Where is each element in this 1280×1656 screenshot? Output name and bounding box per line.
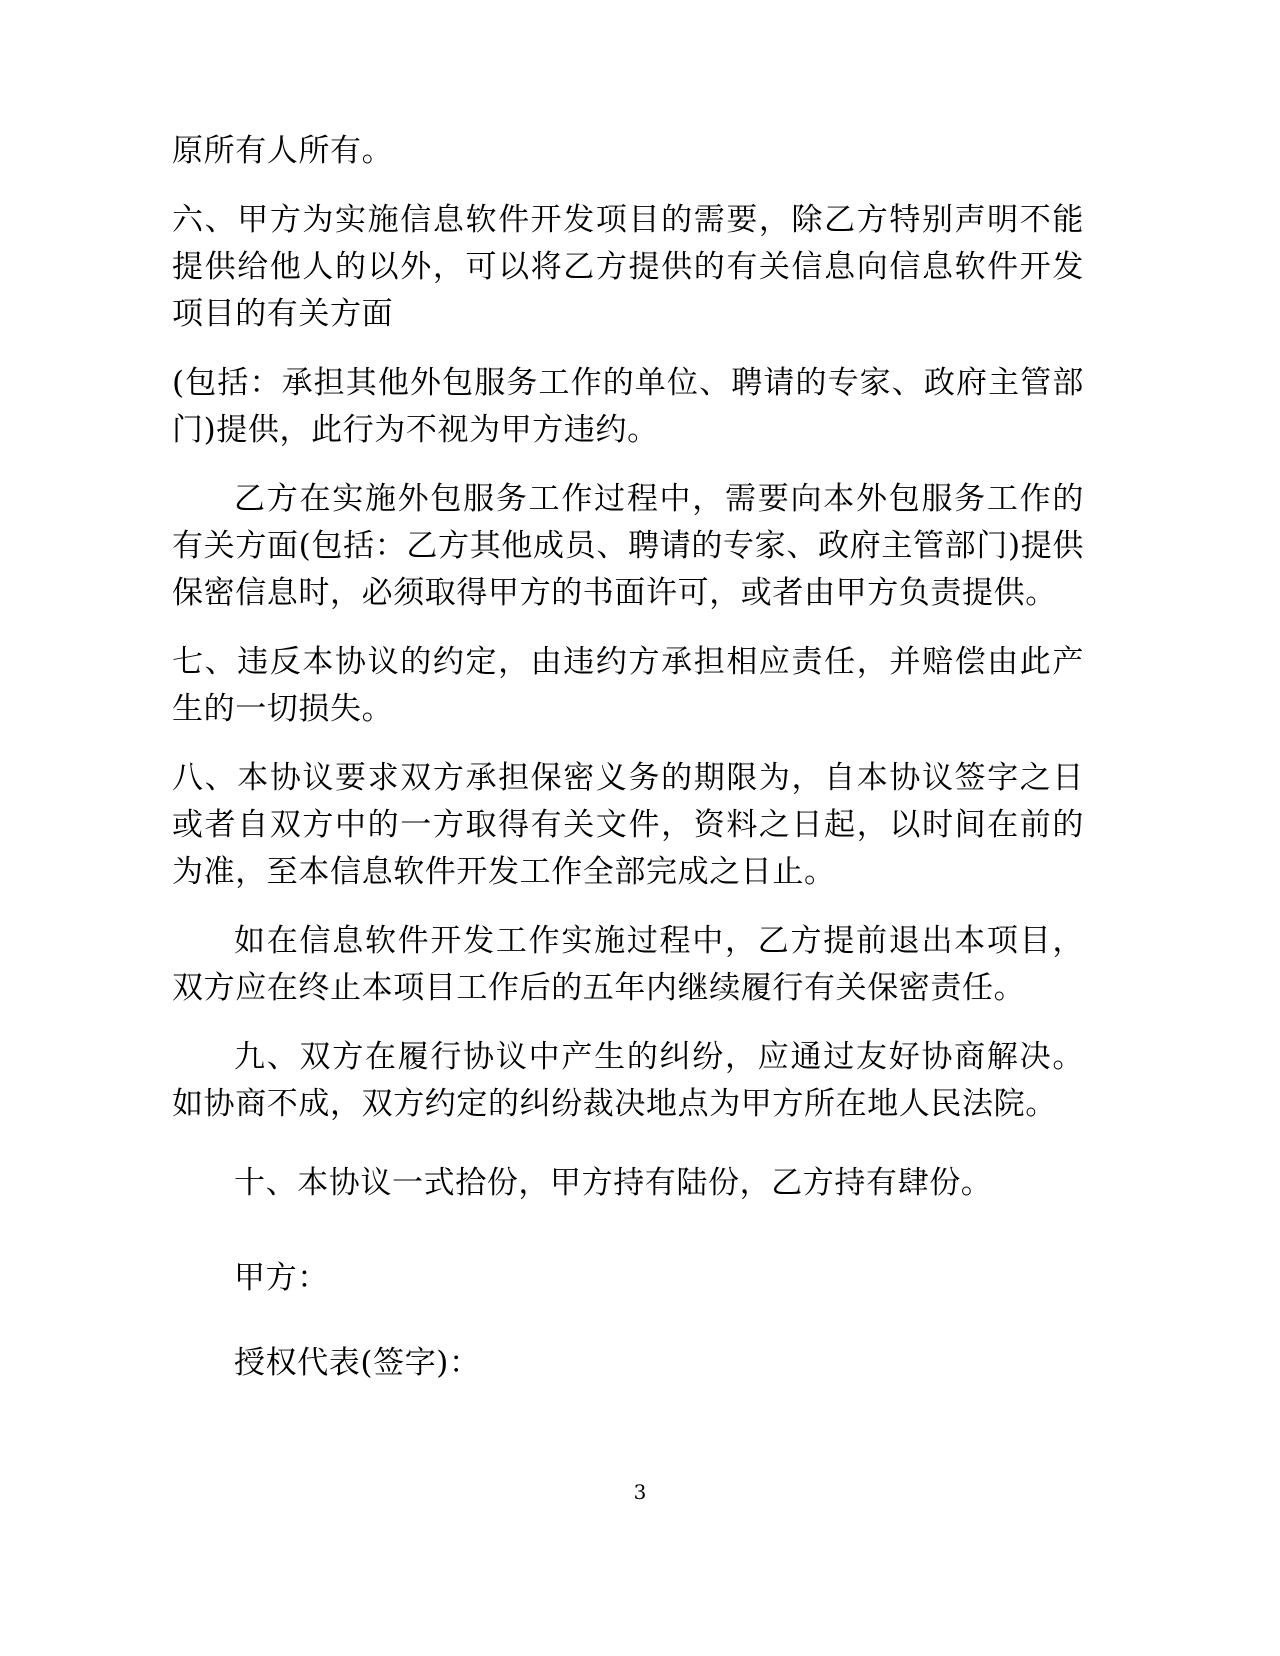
- paragraph-article-eight: 八、本协议要求双方承担保密义务的期限为，自本协议签字之日或者自双方中的一方取得有关文件，资料之日起，以时间在前的为准，至本信息软件开发工作全部完成之日止。: [172, 760, 1084, 890]
- document-body: [172, 128, 1084, 1387]
- paragraph-continuation-ownership: 原所有人所有。: [172, 133, 394, 169]
- section-spacer: [172, 1150, 1084, 1160]
- signature-party-a-label: 甲方：: [234, 1260, 329, 1296]
- page-number: 3: [633, 1480, 647, 1504]
- paragraph-article-six: 六、甲方为实施信息软件开发项目的需要，除乙方特别声明不能提供给他人的以外，可以将乙方提供的有关信息向信息软件开发项目的有关方面: [172, 202, 1084, 332]
- paragraph-article-nine: 九、双方在履行协议中产生的纠纷，应通过友好协商解决。如协商不成，双方约定的纠纷裁决地点为甲方所在地人民法院。: [172, 1039, 1084, 1122]
- paragraph-party-b-disclosure: 乙方在实施外包服务工作过程中，需要向本外包服务工作的有关方面(包括：乙方其他成员、聘请的专家、政府主管部门)提供保密信息时，必须取得甲方的书面许可，或者由甲方负责提供。: [172, 481, 1084, 611]
- signature-authorized-representative-label: 授权代表(签字)：: [234, 1345, 481, 1381]
- signature-gap: [172, 1302, 1084, 1340]
- paragraph-article-ten: 十、本协议一式拾份，甲方持有陆份，乙方持有肆份。: [234, 1165, 993, 1201]
- paragraph-article-six-parenthetical: (包括：承担其他外包服务工作的单位、聘请的专家、政府主管部门)提供，此行为不视为甲方违约。: [172, 365, 1084, 448]
- paragraph-article-seven: 七、违反本协议的约定，由违约方承担相应责任，并赔偿由此产生的一切损失。: [172, 644, 1084, 727]
- paragraph-early-withdrawal: 如在信息软件开发工作实施过程中，乙方提前退出本项目，双方应在终止本项目工作后的五年内继续履行有关保密责任。: [172, 923, 1084, 1006]
- signature-spacer: [172, 1229, 1084, 1255]
